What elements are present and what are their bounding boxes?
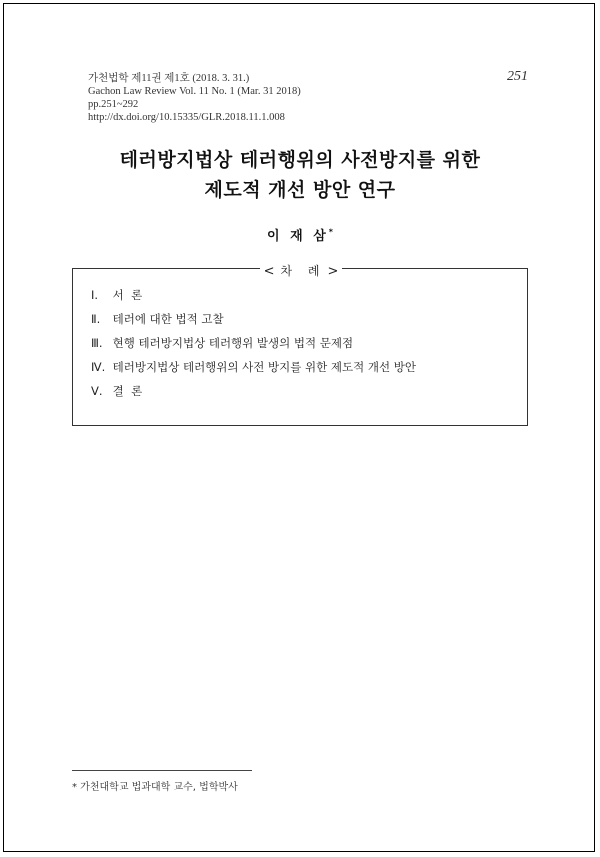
toc-list bbox=[91, 283, 416, 403]
toc-item-text: 서 론 bbox=[112, 288, 143, 302]
toc-item-number: Ⅲ. bbox=[91, 336, 103, 350]
page-range: pp.251~292 bbox=[88, 99, 139, 110]
toc-item-text: 결 론 bbox=[112, 384, 143, 398]
page-number: 251 bbox=[507, 69, 528, 84]
page-border bbox=[3, 3, 595, 852]
table-of-contents bbox=[72, 264, 528, 426]
toc-open-bracket: < bbox=[263, 264, 275, 279]
journal-title-english: Gachon Law Review Vol. 11 No. 1 (Mar. 31 2018) bbox=[88, 86, 301, 97]
toc-close-bracket: > bbox=[327, 264, 339, 279]
article-title bbox=[0, 145, 600, 205]
title-line-1: 테러방지법상 테러행위의 사전방지를 위한 bbox=[119, 149, 481, 171]
doi-link[interactable]: http://dx.doi.org/10.15335/GLR.2018.11.1.008 bbox=[88, 112, 285, 123]
toc-item-text: 테러에 대한 법적 고찰 bbox=[112, 312, 224, 326]
toc-heading-label: 차 례 bbox=[280, 264, 326, 278]
toc-item-text: 테러방지법상 테러행위의 사전 방지를 위한 제도적 개선 방안 bbox=[112, 360, 416, 374]
toc-item-number: Ⅰ. bbox=[91, 288, 99, 302]
footnote-divider bbox=[72, 770, 252, 771]
toc-heading bbox=[73, 260, 529, 280]
author bbox=[0, 225, 600, 244]
toc-item[interactable] bbox=[91, 307, 416, 331]
toc-item[interactable] bbox=[91, 331, 416, 355]
toc-item-number: Ⅳ. bbox=[91, 360, 106, 374]
journal-title-korean: 가천법학 제11권 제1호 (2018. 3. 31.) bbox=[88, 73, 250, 84]
toc-item-text: 현행 테러방지법상 테러행위 발생의 법적 문제점 bbox=[112, 336, 354, 350]
toc-item[interactable] bbox=[91, 355, 416, 379]
title-line-2: 제도적 개선 방안 연구 bbox=[204, 179, 396, 201]
author-footnote: * 가천대학교 법과대학 교수, 법학박사 bbox=[72, 782, 238, 793]
journal-header bbox=[88, 72, 301, 124]
author-name: 이 재 삼 bbox=[267, 229, 329, 244]
author-footnote-mark[interactable]: * bbox=[328, 227, 333, 237]
toc-item-number: Ⅱ. bbox=[91, 312, 101, 326]
toc-item-number: Ⅴ. bbox=[91, 384, 103, 398]
toc-item[interactable] bbox=[91, 379, 416, 403]
toc-item[interactable] bbox=[91, 283, 416, 307]
